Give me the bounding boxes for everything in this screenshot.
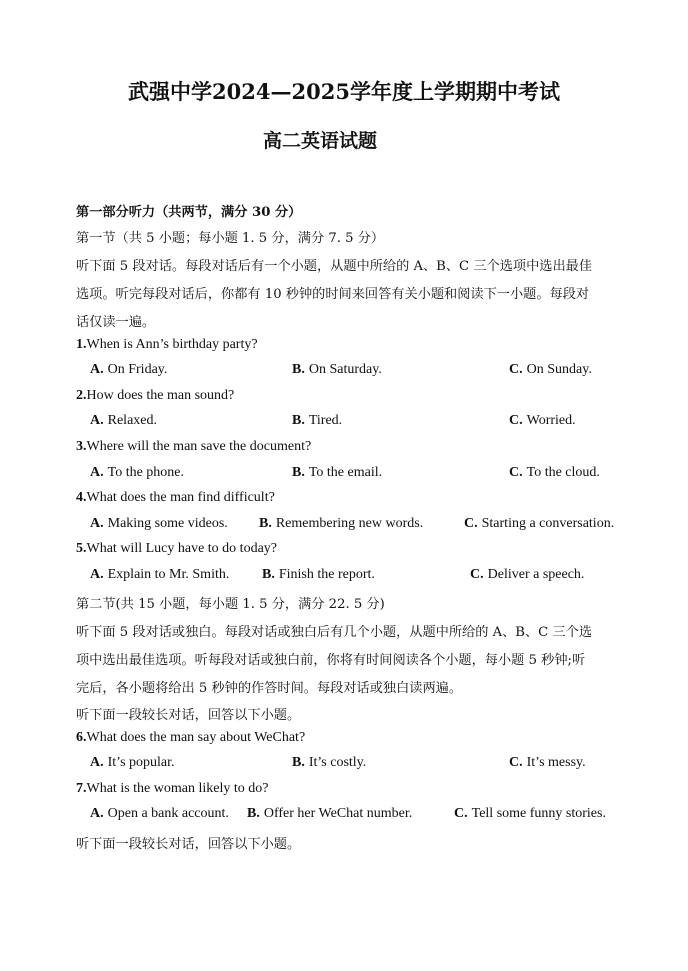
question-text: What will Lucy have to do today? — [86, 541, 277, 556]
question-text: What does the man find difficult? — [86, 490, 275, 505]
option-text: Starting a conversation. — [481, 516, 615, 531]
option-letter: B. — [247, 806, 260, 821]
option-a[interactable] — [90, 755, 175, 771]
exam-title: 武强中学2024—2025学年度上学期期中考试 — [128, 79, 560, 104]
option-text: Finish the report. — [278, 567, 375, 582]
option-letter: B. — [292, 413, 305, 428]
option-text: Deliver a speech. — [487, 567, 585, 582]
option-b[interactable] — [262, 567, 375, 583]
section2-instruction-line: 项中选出最佳选项。听每段对话或独白前，你将有时间阅读各个小题，每小题 5 秒钟;听 — [76, 653, 586, 668]
option-a[interactable] — [90, 567, 229, 583]
question-number: 3. — [76, 439, 87, 454]
question-number: 6. — [76, 730, 87, 745]
exam-subtitle: 高二英语试题 — [262, 130, 377, 152]
option-letter: B. — [292, 362, 305, 377]
question-text: How does the man sound? — [86, 388, 235, 403]
question-1 — [76, 337, 258, 353]
option-letter: C. — [464, 516, 478, 531]
option-a[interactable] — [90, 465, 184, 481]
option-letter: C. — [509, 465, 523, 480]
option-letter: A. — [90, 516, 104, 531]
section1-instruction-line: 听下面 5 段对话。每段对话后有一个小题，从题中所给的 A、B、C 三个选项中选出最佳 — [76, 259, 593, 274]
section1-instruction-line: 话仅读一遍。 — [76, 315, 156, 330]
option-b[interactable] — [292, 413, 342, 429]
option-text: To the cloud. — [526, 465, 600, 480]
option-text: On Saturday. — [308, 362, 382, 377]
option-letter: B. — [292, 465, 305, 480]
option-a[interactable] — [90, 413, 157, 429]
option-letter: A. — [90, 362, 104, 377]
section2-heading: 第二节(共 15 小题，每小题 1. 5 分，满分 22. 5 分) — [76, 597, 385, 612]
question-text: What does the man say about WeChat? — [86, 730, 306, 745]
question-number: 5. — [76, 541, 87, 556]
option-letter: A. — [90, 755, 104, 770]
option-letter: B. — [259, 516, 272, 531]
option-text: To the phone. — [107, 465, 185, 480]
option-c[interactable] — [470, 567, 584, 583]
option-c[interactable] — [464, 516, 614, 532]
section2-instruction-line: 听下面 5 段对话或独白。每段对话或独白后有几个小题，从题中所给的 A、B、C 三个选 — [76, 625, 593, 640]
option-c[interactable] — [509, 413, 576, 429]
option-a[interactable] — [90, 806, 229, 822]
option-b[interactable] — [247, 806, 412, 822]
option-text: Worried. — [526, 413, 576, 428]
option-letter: C. — [509, 413, 523, 428]
option-b[interactable] — [292, 362, 382, 378]
option-c[interactable] — [454, 806, 606, 822]
option-letter: B. — [262, 567, 275, 582]
option-text: Offer her WeChat number. — [263, 806, 413, 821]
part1-heading: 第一部分听力（共两节，满分 30 分） — [76, 205, 302, 220]
option-text: Tired. — [308, 413, 343, 428]
option-text: Remembering new words. — [275, 516, 424, 531]
question-text: When is Ann’s birthday party? — [86, 337, 258, 352]
option-letter: C. — [509, 755, 523, 770]
option-letter: A. — [90, 413, 104, 428]
question-2 — [76, 388, 234, 404]
option-a[interactable] — [90, 516, 228, 532]
option-text: Relaxed. — [107, 413, 157, 428]
option-text: It’s popular. — [107, 755, 175, 770]
question-7 — [76, 781, 268, 797]
option-letter: A. — [90, 465, 104, 480]
question-text: What is the woman likely to do? — [86, 781, 269, 796]
option-letter: C. — [454, 806, 468, 821]
option-letter: C. — [470, 567, 484, 582]
question-number: 1. — [76, 337, 87, 352]
option-letter: B. — [292, 755, 305, 770]
option-text: Explain to Mr. Smith. — [107, 567, 230, 582]
question-number: 4. — [76, 490, 87, 505]
section1-heading: 第一节（共 5 小题；每小题 1. 5 分，满分 7. 5 分） — [76, 231, 385, 246]
section2-instruction-line: 完后，各小题将给出 5 秒钟的作答时间。每段对话或独白读两遍。 — [76, 681, 463, 696]
question-5 — [76, 541, 277, 557]
long-dialogue-note: 听下面一段较长对话，回答以下小题。 — [76, 708, 301, 723]
option-text: Open a bank account. — [107, 806, 229, 821]
option-c[interactable] — [509, 465, 600, 481]
question-number: 7. — [76, 781, 87, 796]
option-b[interactable] — [292, 465, 382, 481]
question-text: Where will the man save the document? — [86, 439, 312, 454]
option-a[interactable] — [90, 362, 167, 378]
option-text: On Sunday. — [526, 362, 592, 377]
option-text: To the email. — [308, 465, 383, 480]
option-c[interactable] — [509, 755, 586, 771]
question-3 — [76, 439, 311, 455]
option-text: Making some videos. — [107, 516, 228, 531]
question-6 — [76, 730, 305, 746]
option-b[interactable] — [292, 755, 366, 771]
section1-instruction-line: 选项。听完每段对话后，你都有 10 秒钟的时间来回答有关小题和阅读下一小题。每段对 — [76, 287, 590, 302]
option-c[interactable] — [509, 362, 592, 378]
option-b[interactable] — [259, 516, 423, 532]
option-text: On Friday. — [107, 362, 168, 377]
question-4 — [76, 490, 275, 506]
option-letter: A. — [90, 567, 104, 582]
option-letter: C. — [509, 362, 523, 377]
option-text: It’s costly. — [308, 755, 367, 770]
long-dialogue-note: 听下面一段较长对话，回答以下小题。 — [76, 837, 301, 852]
option-letter: A. — [90, 806, 104, 821]
question-number: 2. — [76, 388, 87, 403]
option-text: Tell some funny stories. — [471, 806, 606, 821]
option-text: It’s messy. — [526, 755, 586, 770]
